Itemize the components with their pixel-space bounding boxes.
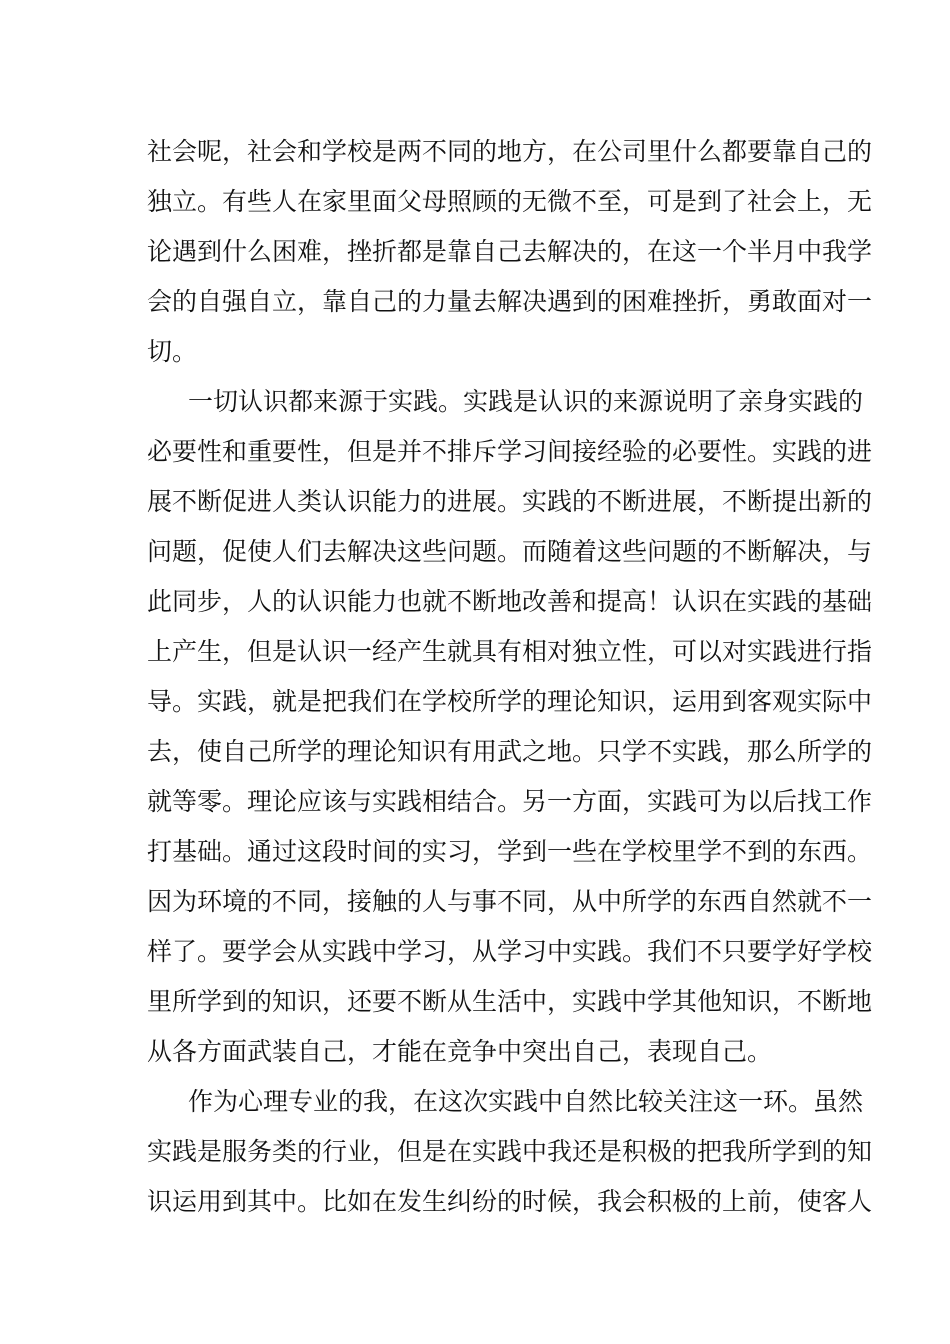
text-line: 独立。有些人在家里面父母照顾的无微不至，可是到了社会上，无 — [147, 187, 873, 216]
text-line: 从各方面武装自己，才能在竞争中突出自己，表现自己。 — [147, 1037, 773, 1066]
text-line: 会的自强自立，靠自己的力量去解决遇到的困难挫折，勇敢面对一 — [147, 287, 873, 316]
text-line: 打基础。通过这段时间的实习，学到一些在学校里学不到的东西。 — [147, 837, 873, 866]
text-line: 识运用到其中。比如在发生纠纷的时候，我会积极的上前，使客人 — [147, 1187, 873, 1216]
text-line: 去，使自己所学的理论知识有用武之地。只学不实践，那么所学的 — [147, 737, 873, 766]
text-line: 里所学到的知识，还要不断从生活中，实践中学其他知识，不断地 — [147, 987, 873, 1016]
paragraph-first-line: 作为心理专业的我，在这次实践中自然比较关注这一环。虽然 — [188, 1087, 864, 1116]
text-line: 此同步，人的认识能力也就不断地改善和提高！认识在实践的基础 — [147, 587, 873, 616]
text-line: 导。实践，就是把我们在学校所学的理论知识，运用到客观实际中 — [147, 687, 873, 716]
text-line: 因为环境的不同，接触的人与事不同，从中所学的东西自然就不一 — [147, 887, 873, 916]
text-line: 实践是服务类的行业，但是在实践中我还是积极的把我所学到的知 — [147, 1137, 873, 1166]
text-line: 上产生，但是认识一经产生就具有相对独立性，可以对实践进行指 — [147, 637, 873, 666]
text-line: 切。 — [147, 337, 198, 366]
text-line: 问题，促使人们去解决这些问题。而随着这些问题的不断解决，与 — [147, 537, 873, 566]
text-line: 论遇到什么困难，挫折都是靠自己去解决的，在这一个半月中我学 — [147, 237, 873, 266]
text-line: 必要性和重要性，但是并不排斥学习间接经验的必要性。实践的进 — [147, 437, 873, 466]
paragraph-first-line: 一切认识都来源于实践。实践是认识的来源说明了亲身实践的 — [188, 387, 864, 416]
text-line: 就等零。理论应该与实践相结合。另一方面，实践可为以后找工作 — [147, 787, 873, 816]
text-line: 社会呢，社会和学校是两不同的地方，在公司里什么都要靠自己的 — [147, 137, 873, 166]
text-line: 展不断促进人类认识能力的进展。实践的不断进展，不断提出新的 — [147, 487, 873, 516]
text-line: 样了。要学会从实践中学习，从学习中实践。我们不只要学好学校 — [147, 937, 873, 966]
